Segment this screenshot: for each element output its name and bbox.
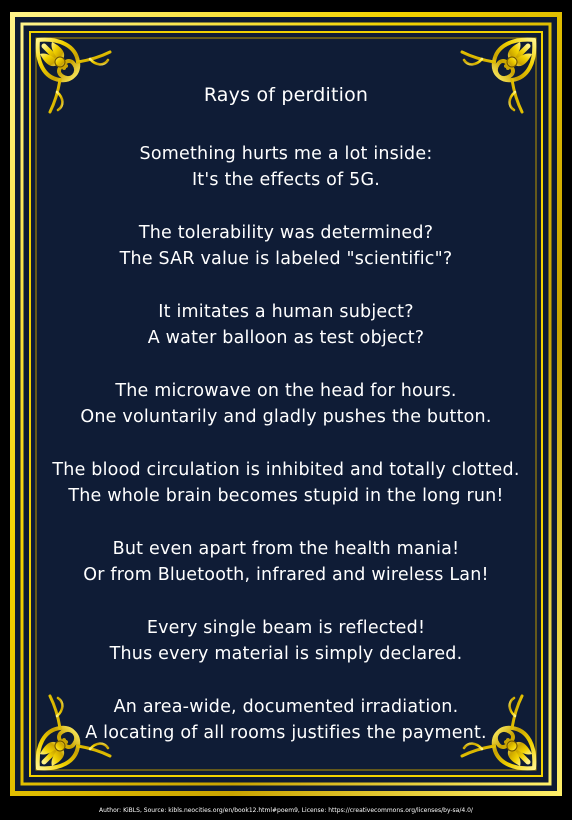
poem-line: Something hurts me a lot inside:: [139, 144, 433, 164]
poem-line: Thus every material is simply declared.: [109, 644, 463, 664]
stanza-3: [40, 299, 532, 351]
poem-line: It's the effects of 5G.: [191, 170, 381, 190]
poem-body: [40, 78, 532, 773]
stanza-4: [40, 378, 532, 430]
stanza-6: [40, 536, 532, 588]
poem-line: But even apart from the health mania!: [112, 539, 460, 559]
poem-line: A water balloon as test object?: [147, 328, 425, 348]
poem-line: The microwave on the head for hours.: [115, 381, 457, 401]
poem-line: The whole brain becomes stupid in the long run!: [68, 486, 504, 506]
poem-line: A locating of all rooms justifies the payment.: [85, 723, 487, 743]
stanza-8: [40, 694, 532, 746]
poem-line: One voluntarily and gladly pushes the button.: [80, 407, 492, 427]
poem-line: The SAR value is labeled "scientific"?: [119, 249, 453, 269]
poem-line: The blood circulation is inhibited and totally clotted.: [52, 460, 520, 480]
stanza-1: [40, 141, 532, 193]
poem-line: Or from Bluetooth, infrared and wireless Lan!: [83, 565, 489, 585]
poem-line: It imitates a human subject?: [158, 302, 414, 322]
poem-line: An area-wide, documented irradiation.: [113, 697, 459, 717]
stanza-7: [40, 615, 532, 667]
stanza-2: [40, 220, 532, 272]
poem-title: Rays of perdition: [203, 84, 369, 106]
attribution-footer: Author: KiBLS, Source: kibls.neocities.org/en/book12.html#poem9, License: https://creativecommons.org/licenses/by-sa/4.0/: [99, 807, 473, 814]
stanza-5: [40, 457, 532, 509]
poem-line: The tolerability was determined?: [138, 223, 434, 243]
poem-line: Every single beam is reflected!: [146, 618, 426, 638]
